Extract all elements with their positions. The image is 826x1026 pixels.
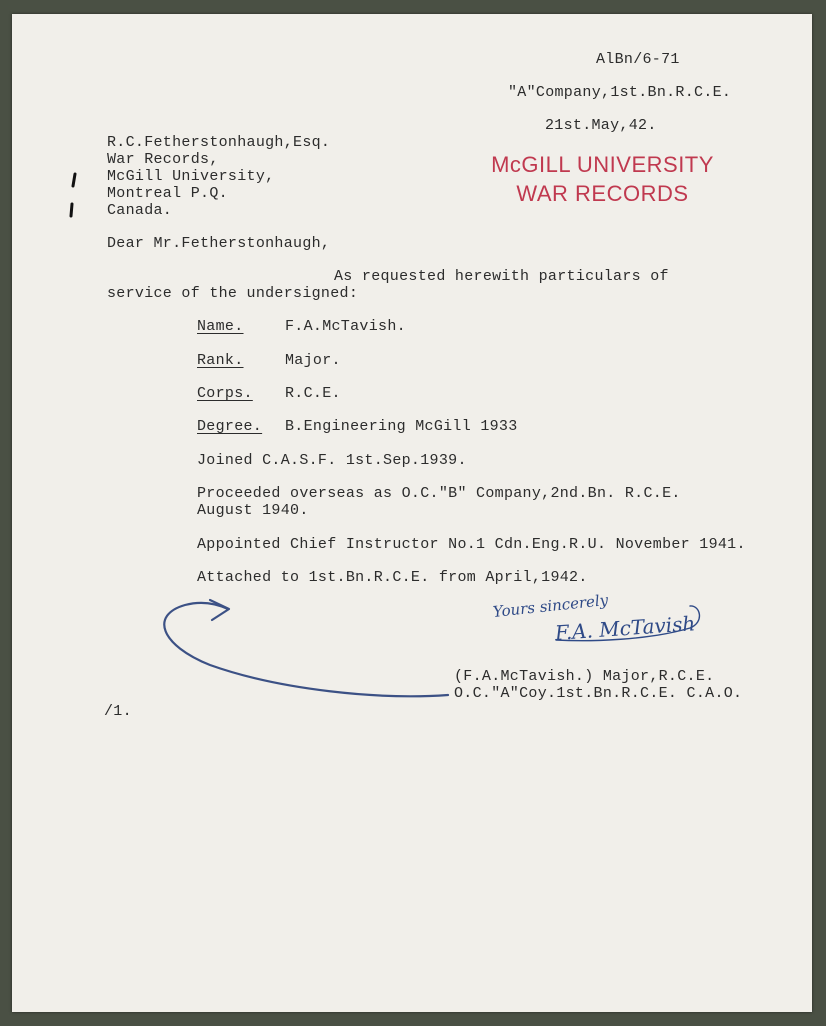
intro-text: service of the undersigned: [107, 285, 359, 302]
overseas-text: August 1940. [197, 502, 309, 519]
recipient-line: War Records, [107, 151, 219, 168]
recipient-line: McGill University, [107, 168, 275, 185]
recipient-line: Montreal P.Q. [107, 185, 228, 202]
signature-block-name: (F.A.McTavish.) Major,R.C.E. [454, 668, 715, 685]
name-value: F.A.McTavish. [285, 318, 406, 335]
rank-label: Rank. [197, 352, 244, 369]
degree-label: Degree. [197, 418, 263, 435]
stamp-line: McGILL UNIVERSITY [491, 152, 714, 177]
rank-value: Major. [285, 352, 341, 369]
handwritten-closing: Yours sincerely [492, 590, 609, 621]
overseas-text: Proceeded overseas as O.C."B" Company,2nd.Bn. R.C.E. [197, 485, 681, 502]
sender-unit: "A"Company,1st.Bn.R.C.E. [508, 84, 732, 101]
appointed-text: Appointed Chief Instructor No.1 Cdn.Eng.R.U. November 1941. [197, 536, 746, 553]
corps-label: Corps. [197, 385, 253, 402]
war-records-stamp [470, 150, 735, 208]
signature-block-title: O.C."A"Coy.1st.Bn.R.C.E. C.A.O. [454, 685, 743, 702]
recipient-name: R.C.Fetherstonhaugh,Esq. [107, 134, 331, 151]
reference-number: AlBn/6-71 [596, 51, 680, 68]
attached-text: Attached to 1st.Bn.R.C.E. from April,1942. [197, 569, 588, 586]
salutation: Dear Mr.Fetherstonhaugh, [107, 235, 331, 252]
recipient-line: Canada. [107, 202, 173, 219]
stamp-line: WAR RECORDS [516, 181, 689, 206]
page-marker: /1. [104, 703, 132, 720]
degree-value: B.Engineering McGill 1933 [285, 418, 518, 435]
handwritten-signature: F.A. McTavish [554, 611, 697, 645]
joined-text: Joined C.A.S.F. 1st.Sep.1939. [197, 452, 467, 469]
letter-date: 21st.May,42. [545, 117, 657, 134]
corps-value: R.C.E. [285, 385, 341, 402]
intro-text: As requested herewith particulars of [334, 268, 669, 285]
name-label: Name. [197, 318, 244, 335]
